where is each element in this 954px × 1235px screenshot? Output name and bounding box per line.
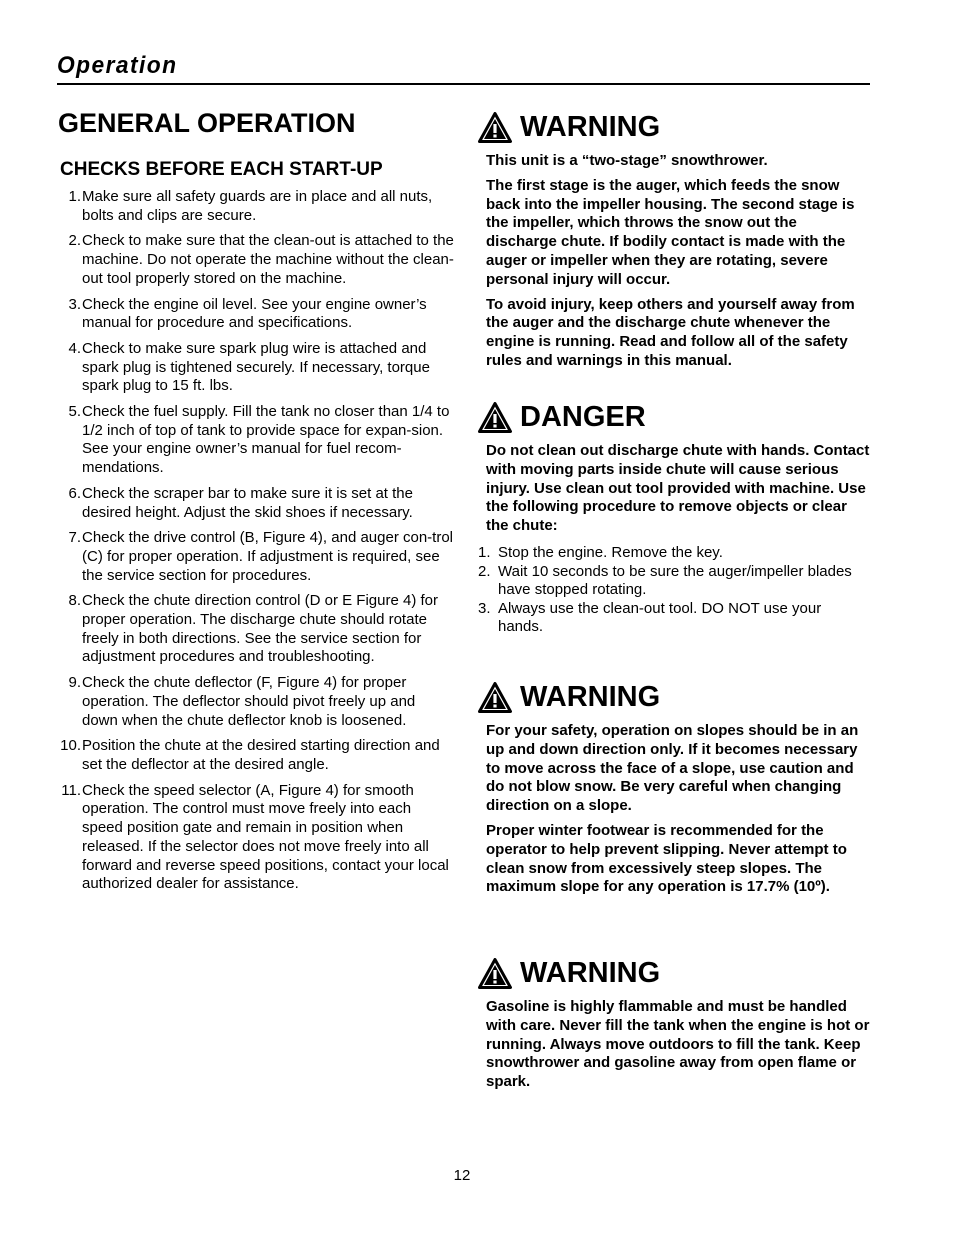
list-item — [58, 674, 454, 730]
list-item — [58, 340, 454, 396]
warning-heading-1 — [478, 110, 870, 144]
left-column — [58, 106, 454, 901]
warning-block-1 — [478, 110, 870, 377]
danger-label: DANGER — [520, 401, 646, 433]
list-item — [58, 737, 454, 774]
warning-triangle-icon — [478, 112, 512, 143]
item-text: Make sure all safety guards are in place and all nuts, bolts and clips are secure. — [82, 188, 433, 224]
danger-block — [478, 400, 870, 637]
step-text: Stop the engine. Remove the key. — [498, 543, 723, 561]
header-rule — [57, 83, 870, 85]
warning-text: The first stage is the auger, which feeds the snow back into the impeller housing. The second stage is the impeller, which throws the snow out the discharge chute. If bodily contact is made with the auger or impeller when they are rotating, severe personal injury will occur. — [486, 176, 855, 288]
warning-text: To avoid injury, keep others and yourself away from the auger and the discharge chute whenever the engine is running. Read and follow all of the safety rules and warnings in this manual. — [486, 295, 855, 369]
item-number: 5. — [68, 403, 81, 421]
list-item — [478, 544, 870, 563]
item-text: Check the chute direction control (D or E Figure 4) for proper operation. The discharge chute should rotate freely in both directions. See the service section for adjustment procedures and troubleshooting. — [82, 592, 438, 666]
warning-label: WARNING — [520, 681, 661, 713]
warning-triangle-icon — [478, 682, 512, 713]
list-item — [478, 600, 870, 637]
page-number: 12 — [453, 1167, 471, 1184]
item-number: 11. — [61, 781, 81, 799]
list-item — [58, 232, 454, 288]
danger-text: Do not clean out discharge chute with hands. Contact with moving parts inside chute will cause serious injury. Use clean out tool provided with machine. Use the following procedure to remove objects or clear the chute: — [486, 442, 870, 535]
list-item — [58, 529, 454, 585]
step-number: 2. — [478, 562, 491, 580]
warning-triangle-icon — [478, 958, 512, 989]
warning-block-2 — [478, 680, 870, 903]
warning-text: This unit is a “two-stage” snowthrower. — [486, 152, 768, 169]
item-text: Check the drive control (B, Figure 4), and auger con-trol (C) for proper operation. If adjustment is required, see the service section for procedures. — [82, 529, 454, 584]
item-text: Position the chute at the desired starting direction and set the deflector at the desired angle. — [82, 737, 440, 773]
list-item — [58, 296, 454, 333]
item-text: Check the engine oil level. See your engine owner’s manual for procedure and specifications. — [82, 295, 427, 332]
list-item — [58, 592, 454, 667]
list-item — [58, 782, 454, 894]
main-heading: GENERAL OPERATION — [58, 108, 356, 138]
section-title: Operation — [57, 52, 178, 79]
step-text: Always use the clean-out tool. DO NOT use your hands. — [498, 599, 822, 636]
item-text: Check the scraper bar to make sure it is set at the desired height. Adjust the skid shoes if necessary. — [82, 484, 413, 521]
warning-label: WARNING — [520, 957, 661, 989]
warning-block-3 — [478, 956, 870, 1098]
item-text: Check the speed selector (A, Figure 4) for smooth operation. The control must move freely into each speed position gate and remain in position when released. If the selector does not move freely into all forward and reverse speed positions, contact your local authorized dealer for assistance. — [82, 781, 449, 893]
danger-heading — [478, 400, 870, 434]
list-item — [478, 563, 870, 600]
item-number: 7. — [68, 529, 81, 547]
item-number: 6. — [68, 484, 81, 502]
checks-list — [58, 188, 454, 894]
item-number: 8. — [68, 592, 81, 610]
item-text: Check to make sure spark plug wire is attached and spark plug is tightened securely. If necessary, torque spark plug to 15 ft. lbs. — [82, 339, 430, 395]
item-number: 10. — [60, 737, 81, 755]
list-item — [58, 485, 454, 522]
item-number: 9. — [68, 674, 81, 692]
item-text: Check to make sure that the clean-out is attached to the machine. Do not operate the machine without the clean-out tool properly stored on the machine. — [82, 232, 454, 287]
sub-heading: CHECKS BEFORE EACH START-UP — [60, 159, 383, 180]
item-number: 2. — [68, 232, 81, 250]
item-number: 4. — [68, 339, 81, 357]
item-number: 3. — [68, 295, 81, 313]
warning-text: Gasoline is highly flammable and must be handled with care. Never fill the tank when the engine is hot or running. Always move outdoors to fill the tank. Keep snowthrower and gasoline away from open flame or spark. — [486, 998, 870, 1091]
step-number: 1. — [478, 543, 491, 561]
warning-triangle-icon — [478, 402, 512, 433]
list-item — [58, 188, 454, 225]
step-text: Wait 10 seconds to be sure the auger/impeller blades have stopped rotating. — [498, 562, 852, 599]
warning-heading-3 — [478, 956, 870, 990]
item-number: 1. — [68, 188, 81, 205]
item-text: Check the chute deflector (F, Figure 4) for proper operation. The deflector should pivot freely up and down when the chute deflector knob is loosened. — [82, 674, 416, 729]
warning-text: Proper winter footwear is recommended for the operator to help prevent slipping. Never attempt to clean snow from excessively steep slopes. The maximum slope for any operation is 17.7% (10º). — [486, 821, 847, 896]
step-number: 3. — [478, 599, 491, 617]
warning-label: WARNING — [520, 111, 661, 143]
list-item — [58, 403, 454, 478]
warning-text: For your safety, operation on slopes should be in an up and down direction only. If it becomes necessary to move across the face of a slope, use caution and do not blow snow. Be very careful when changing direction on a slope. — [486, 722, 859, 815]
danger-steps-list — [478, 544, 870, 637]
warning-heading-2 — [478, 680, 870, 714]
item-text: Check the fuel supply. Fill the tank no closer than 1/4 to 1/2 inch of top of tank to provide space for expan-sion. See your engine owner’s manual for fuel recom-mendations. — [82, 403, 450, 477]
